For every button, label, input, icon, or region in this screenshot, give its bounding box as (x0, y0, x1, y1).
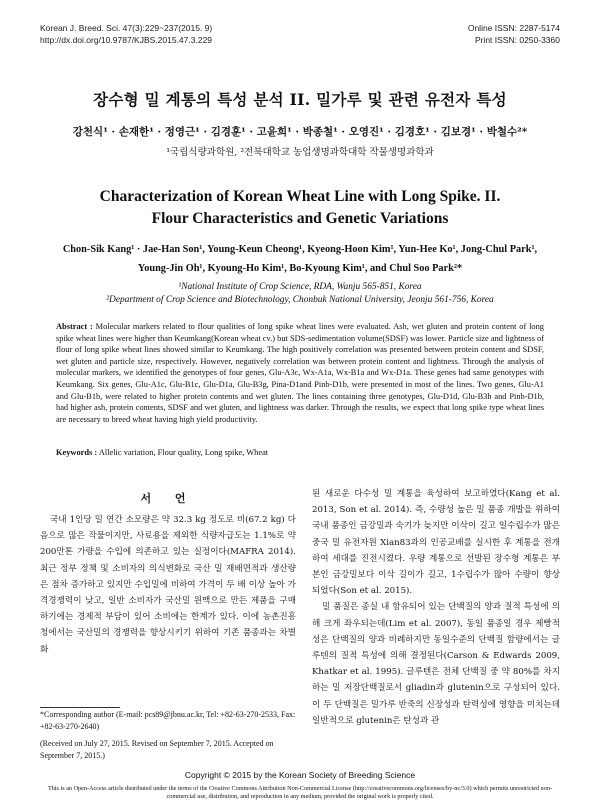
title-english-line1: Characterization of Korean Wheat Line with Long Spike. II. (99, 188, 501, 205)
authors-english (45, 240, 555, 278)
authors-english-line2: Young-Jin Oh¹, Kyoung-Ho Kim¹, Bo-Kyoung Kim¹, and Chul Soo Park²* (137, 263, 463, 274)
keywords (56, 448, 544, 457)
affiliation-2: ²Department of Crop Science and Biotechnology, Chonbuk National University, Jeonju 561-756, Korea (106, 295, 494, 305)
intro-paragraph-2: 밀 품질은 종실 내 함유되어 있는 단백질의 양과 질적 특성에 의해 크게 좌우되는데(Lim et al. 2007), 동일 품종일 경우 제빵적성은 단백질의 양과 비례하지만 동일수준의 단백질 함량에서는 글루텐의 질적 특성에 의해 결정된다(Carson & Edwards 2009, Khatkar et al. 1995). 글루텐은 전체 단백질 중 약 80%를 차지하는 밀 저장단백질로서 gliadin과 glutenin으로 구성되어 있다. 이 두 단백질은 밀가루 반죽의 신장성과 탄력성에 영향을 미치는데 일반적으로 glutenin은 탄성과 관 (312, 602, 560, 726)
doi-link[interactable]: http://dx.doi.org/10.9787/KJBS.2015.47.3.229 (40, 35, 213, 45)
authors-korean: 강천식¹ · 손재한¹ · 정영근¹ · 김경훈¹ · 고윤희¹ · 박종철¹ · 오영진¹ · 김경호¹ · 김보경¹ · 박철수²* (72, 126, 528, 138)
corresponding-author-note: *Corresponding author (E-mail: pcs89@jbnu.ac.kr, Tel: +82-63-270-2533, Fax: +82-63-270-2640) (40, 710, 296, 731)
abstract-label: Abstract : (56, 322, 93, 331)
online-issn: Online ISSN: 2287-5174 (467, 23, 560, 33)
keywords-label: Keywords : (56, 448, 98, 457)
right-column (312, 486, 560, 729)
section-title-introduction: 서 언 (140, 492, 196, 505)
title-korean: 장수형 밀 계통의 특성 분석 II. 밀가루 및 관련 유전자 특성 (93, 90, 507, 109)
journal-citation: Korean J. Breed. Sci. 47(3):229~237(2015. 9) (40, 23, 213, 33)
abstract-text: Molecular markers related to flour qualities of long spike wheat lines were evaluated. Ash, wet gluten and protein content of long spike wheat lines were higher than Keumkang(Korean wheat cv.) but SDS-sedimentation volume(SDSF) was lower. Particle size and lightness of flour of long spike wheat lines showed similar to Keumkang. The high positively correlation was presented between protein content and SDSF, wet gluten and particle size, respectively. However, negatively correlation was between protein content and lightness. Through the analysis of molecular markers, we identified the genotypes of four genes, Glu-A3c, Wx-A1a, Wx-B1a and Wx-D1a. These genes had same genotypes with Keumkang. Six genes, Glu-A1c, Glu-B1c, Glu-D1a, Glu-B3g, Pina-D1and Pinb-D1b, were presented in most of the lines. Two genes, Glu-A1 and Glu-B1b, were related to higher protein contents and wet gluten. The lines containing three genotypes, Glu-D1d, Glu-B3h and Pinb-D1b, had higher ash, protein contents, SDSF and wet gluten, and lightness was darker. Through the results, we expect that long spike type wheat lines are necessary to breed wheat having high yield productivity. (56, 322, 544, 424)
authors-english-line1: Chon-Sik Kang¹ · Jae-Han Son¹, Young-Keun Cheong¹, Kyeong-Hoon Kim¹, Yun-Hee Ko¹, Jong-Chul Park¹, (62, 244, 538, 255)
affiliation-1: ¹National Institute of Crop Science, RDA, Wanju 565-851, Korea (178, 282, 422, 292)
copyright-line: Copyright © 2015 by the Korean Society of Breeding Science (184, 770, 416, 780)
footnote-divider (40, 707, 120, 708)
received-dates-note: (Received on July 27, 2015. Revised on September 7, 2015. Accepted on September 7, 2015.) (40, 739, 274, 760)
title-english (0, 186, 600, 230)
abstract (56, 321, 544, 425)
print-issn: Print ISSN: 0250-3360 (474, 35, 560, 45)
affiliations-english (0, 281, 600, 307)
left-column (40, 512, 296, 658)
keywords-text: Allelic variation, Flour quality, Long spike, Wheat (98, 448, 269, 457)
affiliations-korean: ¹국립식량과학원, ²전북대학교 농업생명과학대학 작물생명과학과 (166, 147, 434, 158)
intro-paragraph-1-cont: 된 새로운 다수성 밀 계통을 육성하여 보고하였다(Kang et al. 2013, Son et al. 2014). 즉, 수량성 높은 밀 품종 개발을 위하여 국내 품종인 금강밀과 숙기가 늦지만 이삭이 길고 일수립수가 많은 중국 밀 유전자원 Xian83과의 인공교배를 실시한 후 계통을 전개하여 세대를 진전시켰다. 우량 계통으로 선발된 장수형 계통은 부본인 금강밀보다 이삭 길이가 길고, 1수립수가 많아 수량이 향상 되었다(Son et al. 2015). (312, 489, 560, 597)
license-text: This is an Open-Access article distributed under the terms of the Creative Commons Attribution Non-Commercial License (http://creativecommons.org/licenses/by-nc/3.0) which permits unrestricted non-commercial use, distribution, and reproduction in any medium, provided the original work is properly cited. (47, 785, 553, 800)
intro-paragraph-1: 국내 1인당 밀 연간 소모량은 약 32.3 kg 정도로 비(67.2 kg) 다음으로 많은 작물이지만, 사료용을 제외한 식량자급도는 1.1%로 약 200만톤 가량을 수입에 의존하고 있는 실정이다(MAFRA 2014). 최근 정부 정책 및 소비자의 의식변화로 국산 밀 재배면적과 생산량은 점차 증가하고 있지만 수입밀에 비하여 가격이 두 배 이상 높아 가격경쟁력이 낮고, 일반 소비자가 국산밀 원맥으로 만든 제품을 구매하기에는 경제적 부담이 있어 소비에는 한계가 있다. 이에 농촌진흥청에서는 국산밀의 경쟁력을 향상시키기 위하여 기존 품종과는 차별화 (40, 515, 296, 655)
title-english-line2: Flour Characteristics and Genetic Variations (151, 210, 449, 227)
